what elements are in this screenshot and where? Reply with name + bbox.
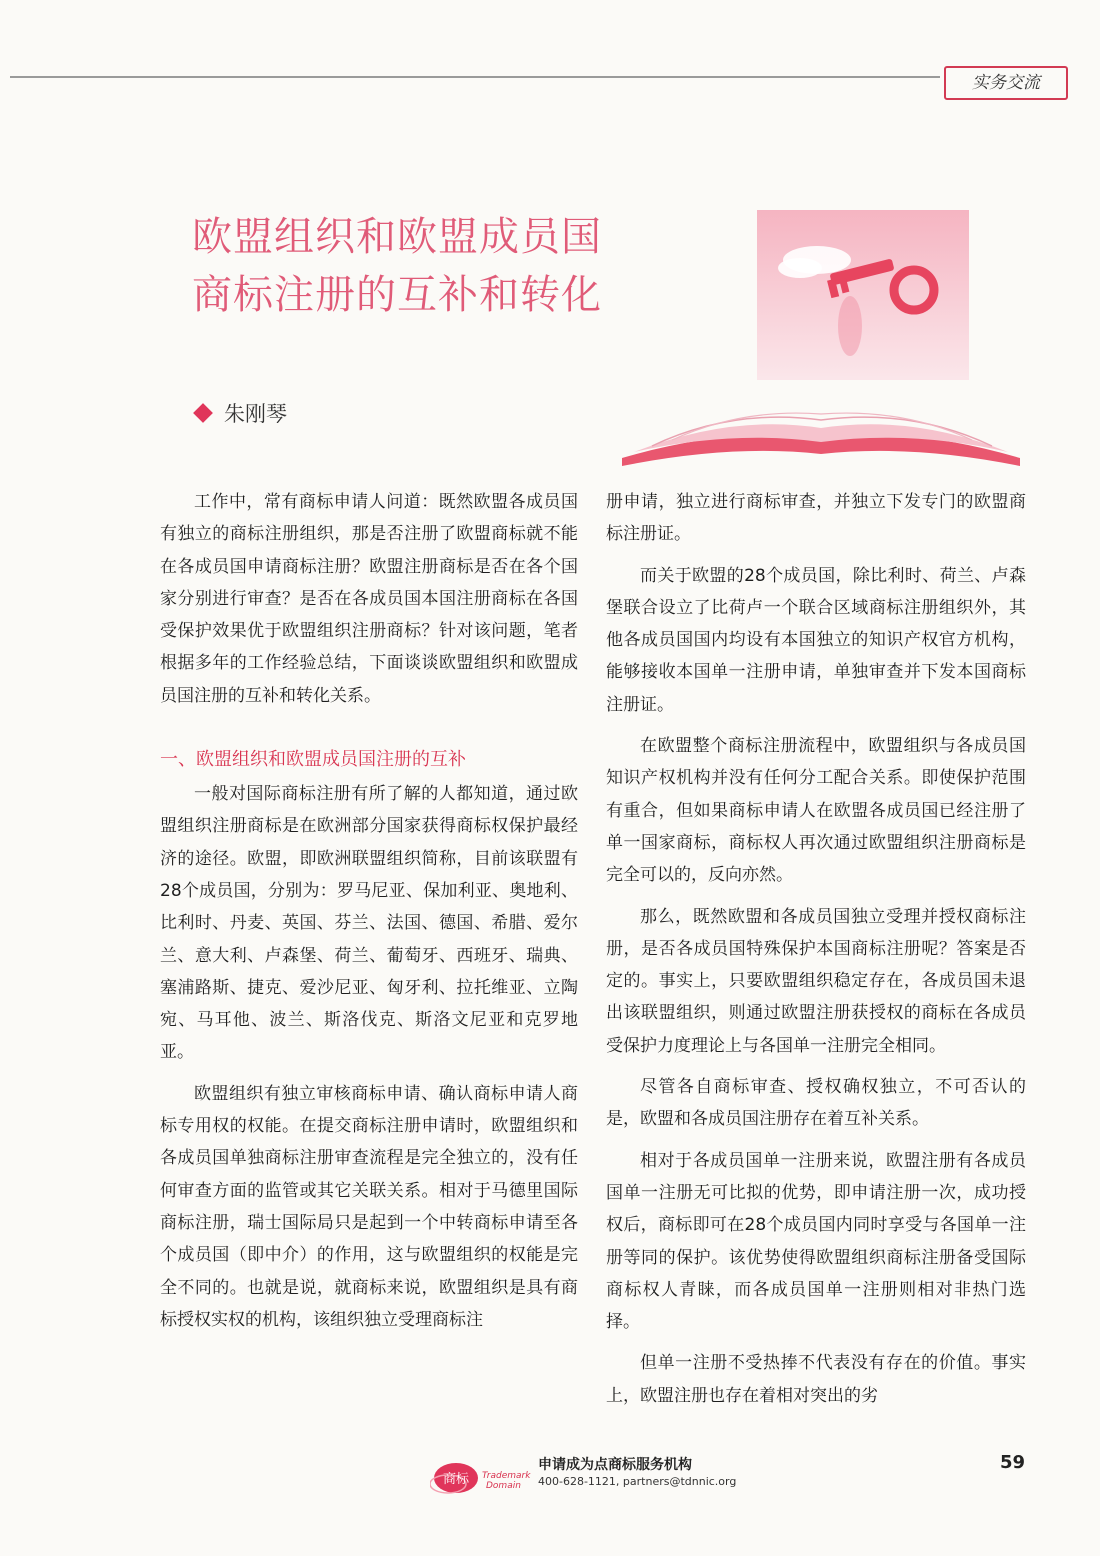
header-rule <box>10 76 940 78</box>
intro-paragraph: 工作中，常有商标申请人问道：既然欧盟各成员国有独立的商标注册组织，那是否注册了欧盟商标就不能在各成员国申请商标注册？欧盟注册商标是否在各个国家分别进行审查？是否在各成员国本国注册商标在各国受保护效果优于欧盟组织注册商标？针对该问题，笔者根据多年的工作经验总结，下面谈谈欧盟组织和欧盟成员国注册的互补和转化关系。 <box>160 492 578 706</box>
author-byline <box>196 398 287 428</box>
footer-contact: 400-628-1121, partners@tdnnic.org <box>538 1475 737 1488</box>
body-paragraph: 在欧盟整个商标注册流程中，欧盟组织与各成员国知识产权机构并没有任何分工配合关系。即使保护范围有重合，但如果商标申请人在欧盟各成员国已经注册了单一国家商标，商标权人再次通过欧盟组织注册商标是完全可以的，反向亦然。 <box>606 736 1026 886</box>
footer <box>430 1450 1030 1500</box>
page-number: 59 <box>1000 1452 1026 1473</box>
title-line-1: 欧盟组织和欧盟成员国 <box>192 214 602 260</box>
body-paragraph: 但单一注册不受热捧不代表没有存在的价值。事实上，欧盟注册也存在着相对突出的劣 <box>606 1353 1026 1406</box>
title-line-2: 商标注册的互补和转化 <box>192 272 602 318</box>
logo-en-1: Trademark <box>482 1471 531 1481</box>
diamond-icon <box>193 403 213 423</box>
body-paragraph: 相对于各成员国单一注册来说，欧盟注册有各成员国单一注册无可比拟的优势，即申请注册一次，成功授权后，商标即可在28个成员国内同时享受与各国单一注册等同的保护。该优势使得欧盟组织商标注册备受国际商标权人青睐，而各成员国单一注册则相对非热门选择。 <box>606 1150 1026 1333</box>
trademark-domain-logo <box>430 1454 540 1498</box>
body-paragraph: 册申请，独立进行商标审查，并独立下发专门的欧盟商标注册证。 <box>606 492 1026 545</box>
logo-en-2: Domain <box>486 1481 521 1491</box>
book-key-illustration <box>612 208 1030 470</box>
section-heading: 一、欧盟组织和欧盟成员国注册的互补 <box>160 749 466 771</box>
body-paragraph: 一般对国际商标注册有所了解的人都知道，通过欧盟组织注册商标是在欧洲部分国家获得商标权保护最经济的途径。欧盟，即欧洲联盟组织简称，目前该联盟有28个成员国，分别为：罗马尼亚、保加利亚、奥地利、比利时、丹麦、英国、芬兰、法国、德国、希腊、爱尔兰、意大利、卢森堡、荷兰、葡萄牙、西班牙、瑞典、塞浦路斯、捷克、爱沙尼亚、匈牙利、拉托维亚、立陶宛、马耳他、波兰、斯洛伐克、斯洛文尼亚和克罗地亚。 <box>160 784 578 1063</box>
section-tag: 实务交流 <box>944 66 1068 100</box>
left-column <box>160 486 578 1345</box>
body-paragraph: 欧盟组织有独立审核商标申请、确认商标申请人商标专用权的权能。在提交商标注册申请时，欧盟组织和各成员国单独商标注册审查流程是完全独立的，没有任何审查方面的监管或其它关联关系。相对于马德里国际商标注册，瑞士国际局只是起到一个中转商标申请至各个成员国（即中介）的作用，这与欧盟组织的权能是完全不同的。也就是说，就商标来说，欧盟组织是具有商标授权实权的机构，该组织独立受理商标注 <box>160 1083 578 1330</box>
body-paragraph: 尽管各自商标审查、授权确权独立，不可否认的是，欧盟和各成员国注册存在着互补关系。 <box>606 1077 1026 1130</box>
body-paragraph: 而关于欧盟的28个成员国，除比利时、荷兰、卢森堡联合设立了比荷卢一个联合区域商标注册组织外，其他各成员国国内均设有本国独立的知识产权官方机构，能够接收本国单一注册申请，单独审查并下发本国商标注册证。 <box>606 565 1026 715</box>
article-title <box>192 208 602 324</box>
footer-slogan: 申请成为点商标服务机构 <box>538 1457 692 1473</box>
right-column <box>606 486 1026 1421</box>
body-paragraph: 那么，既然欧盟和各成员国独立受理并授权商标注册，是否各成员国特殊保护本国商标注册呢？答案是否定的。事实上，只要欧盟组织稳定存在，各成员国未退出该联盟组织，则通过欧盟注册获授权的商标在各成员受保护力度理论上与各国单一注册完全相同。 <box>606 906 1026 1056</box>
logo-text: 商标 <box>442 1472 470 1487</box>
author-name: 朱刚琴 <box>224 402 287 426</box>
